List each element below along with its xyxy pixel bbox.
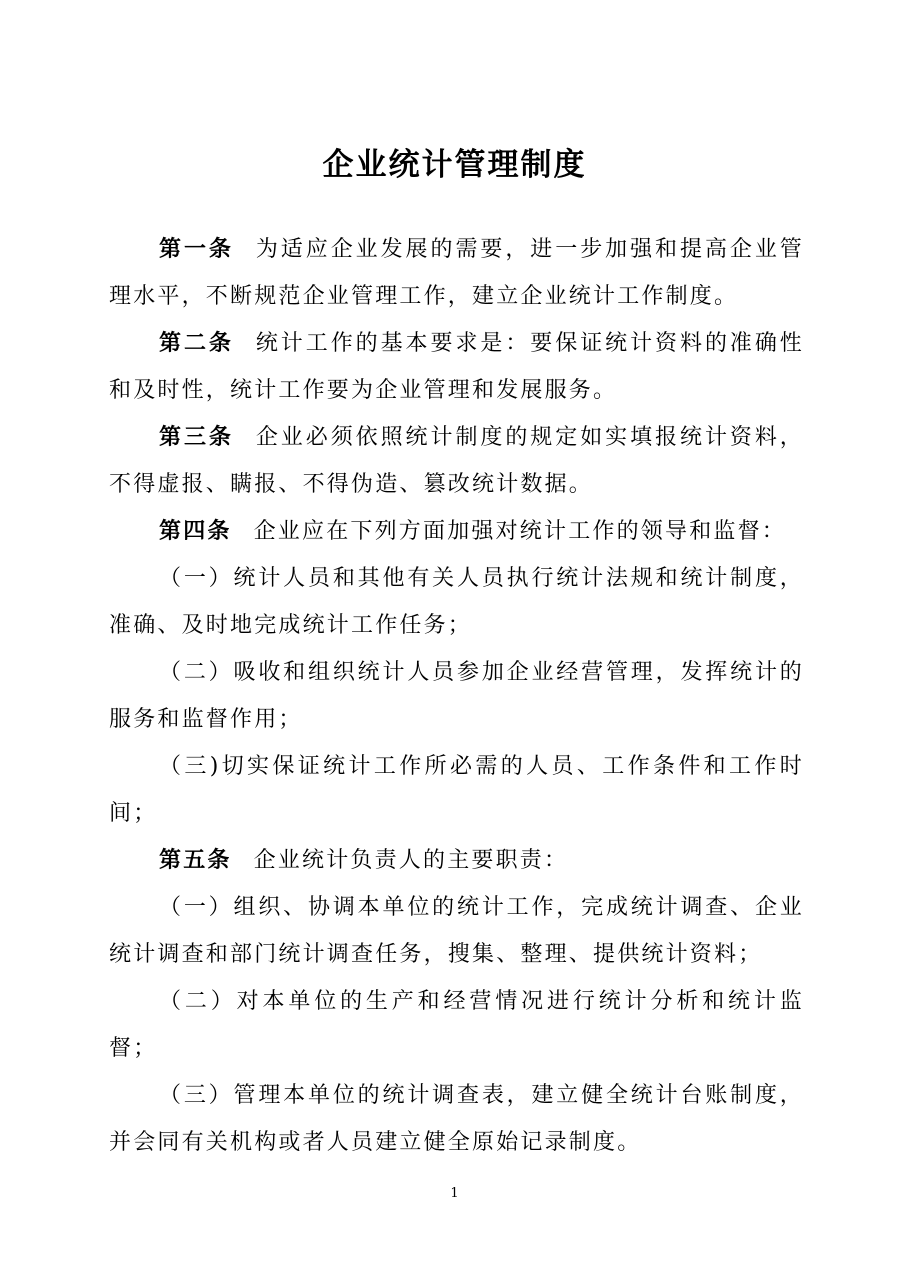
article-heading: 第四条 — [159, 518, 232, 544]
page-number: 1 — [450, 1186, 459, 1201]
article-4-item-3 — [109, 743, 804, 837]
article-2 — [109, 320, 804, 414]
item-text: （二）吸收和组织统计人员参加企业经营管理，发挥统计的服务和监督作用； — [109, 660, 804, 732]
article-text: 企业必须依照统计制度的规定如实填报统计资料，不得虚报、瞒报、不得伪造、篡改统计数据。 — [109, 425, 804, 497]
article-3 — [109, 414, 804, 508]
article-heading: 第五条 — [159, 847, 232, 873]
item-text: （一）统计人员和其他有关人员执行统计法规和统计制度，准确、及时地完成统计工作任务； — [109, 566, 804, 638]
item-text: （三)切实保证统计工作所必需的人员、工作条件和工作时间； — [109, 754, 804, 826]
item-text: （二）对本单位的生产和经营情况进行统计分析和统计监督； — [109, 989, 804, 1061]
article-text: 企业应在下列方面加强对统计工作的领导和监督： — [253, 519, 787, 544]
item-text: （一）组织、协调本单位的统计工作，完成统计调查、企业统计调查和部门统计调查任务，搜集、整理、提供统计资料； — [109, 895, 804, 967]
document-title: 企业统计管理制度 — [322, 147, 587, 183]
article-5-item-1 — [109, 884, 804, 978]
document-body — [109, 226, 804, 1166]
article-1 — [109, 226, 804, 320]
article-text: 统计工作的基本要求是：要保证统计资料的准确性和及时性，统计工作要为企业管理和发展服务。 — [109, 331, 804, 403]
article-heading: 第二条 — [159, 330, 234, 356]
article-5 — [109, 837, 804, 884]
article-4-item-2 — [109, 649, 804, 743]
article-4-item-1 — [109, 555, 804, 649]
item-text: （三）管理本单位的统计调查表，建立健全统计台账制度，并会同有关机构或者人员建立健全原始记录制度。 — [109, 1083, 804, 1155]
article-5-item-3 — [109, 1072, 804, 1166]
article-text: 为适应企业发展的需要，进一步加强和提高企业管理水平，不断规范企业管理工作，建立企业统计工作制度。 — [109, 237, 804, 309]
article-text: 企业统计负责人的主要职责： — [253, 848, 569, 873]
article-4 — [109, 508, 804, 555]
article-heading: 第三条 — [159, 424, 234, 450]
article-5-item-2 — [109, 978, 804, 1072]
article-heading: 第一条 — [159, 236, 234, 262]
